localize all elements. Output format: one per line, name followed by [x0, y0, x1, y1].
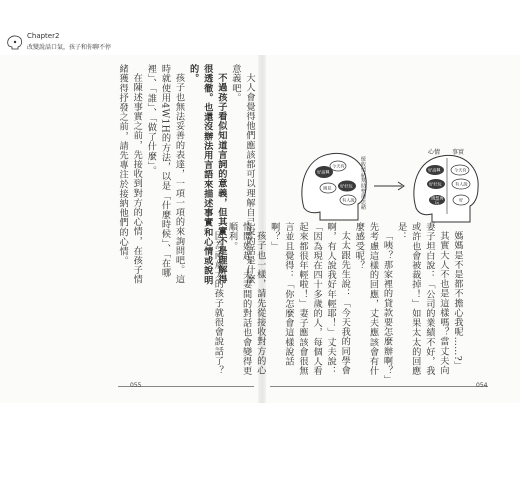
bubble-text: 遇見 — [323, 185, 332, 191]
chapter-subtitle: 改變說話口氣，孩子和你聊不停 — [27, 44, 112, 51]
bubble-text: 好好玩 — [429, 181, 442, 187]
right-page-number: 054 — [476, 382, 488, 389]
emphasis-text: 不過孩子看似知道言詞的意義，但其實不是理解得很透徹。也還沒辦法用言語來描述事實和心情或說明的。 — [187, 64, 227, 285]
bubble-text: 今天有 — [454, 167, 467, 173]
paragraph: 孩子也一樣，請先從接收對方的心情開始起，夫妻間的對話也會變得更順利。 — [226, 222, 266, 376]
child-head-icon — [6, 34, 24, 50]
paragraph: 大人會覺得他們應該都可以理解自己說的話是什麼意義吧。 — [229, 64, 255, 285]
paragraph: 太太跟先生說：「今天我的同學會啊，有人說我好年輕耶！」丈夫說：「因為現在四十多歲的人，每個人看起來都很年輕啦！」妻子應該會很無言並且覺得：「你怎麼會這樣說話啊？」 — [268, 222, 351, 376]
illustration-caption: 接收情緒幫助整理思緒 — [360, 156, 366, 210]
bubble-text: 玩 — [435, 200, 440, 205]
head-illustration — [300, 148, 482, 224]
bubble-text: 遇想再 — [431, 195, 444, 201]
bubble-text: 好高興 — [428, 167, 441, 173]
paragraph: 媽媽是不是都不擔心我呢……?」 — [452, 231, 463, 371]
paragraph: 孩子也無法妥善的表達，一項一項的來詢問吧。這時就使用4W1H的方法，以是「什麼時候」、「在哪裡」、「誰」、「做了什麼」。 — [145, 64, 185, 285]
arrow-icon — [374, 182, 404, 190]
bubble-text: 好高興 — [317, 169, 330, 175]
bubble-text: 好好玩 — [340, 183, 353, 189]
heart-label: 心情 — [428, 149, 441, 156]
paragraph: 「咦？那家裡的貸款要怎麼辦啊？」先考慮這樣的回應，丈夫應該會有什麼感受呢？ — [353, 222, 393, 381]
left-head-figure — [302, 153, 366, 220]
paragraph: 在陳述事實之前，先接收到對方的心情，在孩子情緒獲得抒發之前，請先專注於接納他們的心情。 — [117, 64, 143, 285]
chapter-label: Chapter2 — [27, 32, 60, 40]
left-page-number: 055 — [130, 382, 142, 389]
paragraph: 其實大人不也是這樣嗎？當丈夫向妻子坦白說：「公司的業績不好，我或許也會被裁掉！」如果太太的回應是： — [395, 222, 449, 376]
paragraph: 因為兩歲大的孩子就很會說話了？ — [212, 231, 224, 376]
bubble-text: 有人說 — [455, 181, 468, 187]
right-page-body — [212, 222, 464, 384]
right-head-figure — [414, 148, 478, 222]
fact-label: 事實 — [452, 149, 465, 156]
bubble-text: 好 — [459, 197, 464, 203]
bubble-text: 今天有 — [332, 163, 345, 169]
bubble-text: 有人說 — [342, 197, 355, 203]
